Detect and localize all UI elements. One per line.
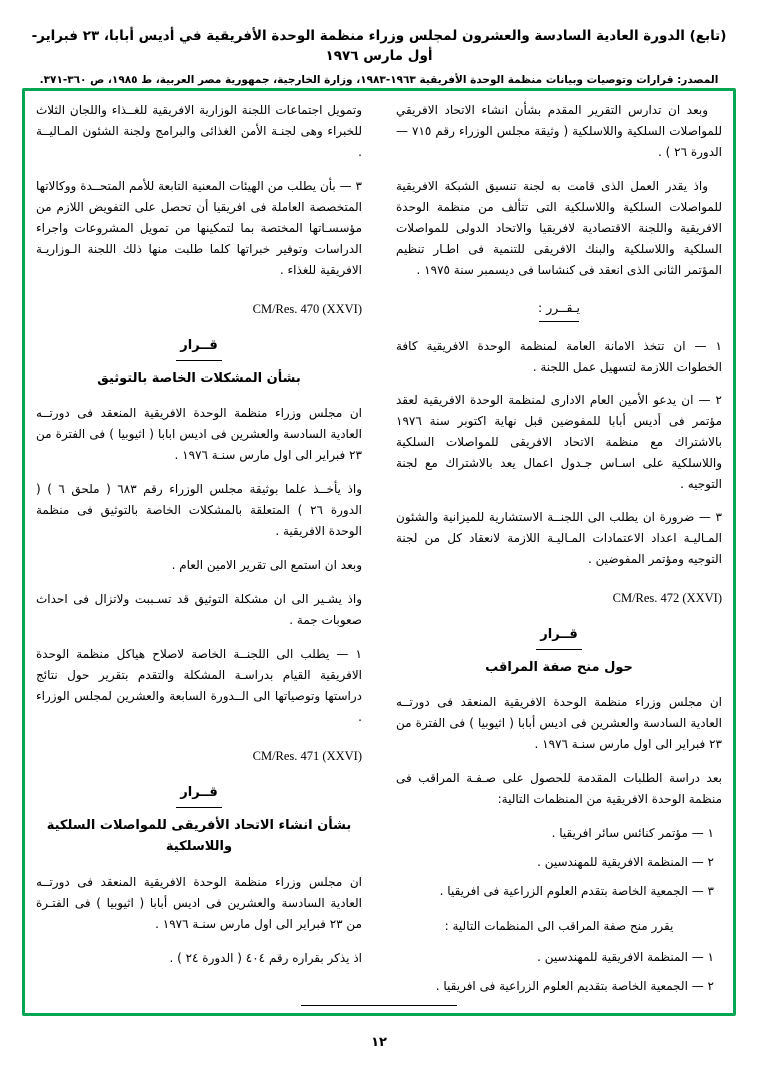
decides-heading	[396, 297, 722, 322]
list-item: ١ — ان تتخذ الامانة العامة لمنظمة الوحدة الافريقية كافة الخطوات اللازمة لتسهيل عمل اللجنة .	[396, 338, 722, 374]
paragraph: اذ يذكر بقراره رقم ٤٠٤ ( الدورة ٢٤ ) .	[169, 950, 362, 965]
list-item: ١ — مؤتمر كنائس سائر افريقيا .	[551, 826, 714, 841]
column-right	[396, 100, 722, 992]
resolution-heading	[36, 782, 362, 808]
column-left	[36, 100, 362, 992]
resolution-id: CM/Res. 472 (XXVI)	[612, 590, 722, 605]
paragraph: وبعد ان استمع الى تقرير الامين العام .	[171, 558, 362, 573]
resolution-heading-label: قــرار	[540, 626, 578, 642]
resolution-heading	[36, 335, 362, 361]
paragraph: واذ يشـير الى ان مشكلة التوثيق قد تسـببت ولاتزال فى احداث صعوبات جمة .	[36, 592, 362, 628]
page-number: ١٢	[371, 1035, 387, 1050]
paragraph: وبعد ان تدارس التقرير المقدم بشأن انشاء الاتحاد الافريقي للمواصلات السلكية واللاسلكية ( وثيقة مجلس الوزراء رقم ٧١٥ — الدورة ٢٦ ) .	[396, 103, 722, 159]
list-item: ١ — يطلب الى اللجنــة الخاصة لاصلاح هياكل منظمة الوحدة الافريقية القيام بدراسـة المشكلة والتقدم بتقرير حول نتائج دراستها وتوصياتها الى الــدورة السابعة والعشرين لمجلس الوزراء .	[36, 647, 362, 725]
list-item: ٣ — الجمعية الخاصة بتقدم العلوم الزراعية فى افريقيا .	[439, 884, 714, 899]
paragraph: وتمويل اجتماعات اللجنة الوزارية الافريقية للغــذاء واللجان الثلاث للخبراء وهى لجنـة الأمن الغذائى والبرامج ولجنة الشئون المـاليــة .	[36, 103, 362, 159]
resolution-id: CM/Res. 471 (XXVI)	[252, 749, 362, 764]
resolution-heading-label: قــرار	[180, 785, 218, 801]
paragraph: ٣ — بأن يطلب من الهيئات المعنية التابعة للأمم المتحــدة ووكالاتها المتخصصة العاملة فى افريقيا أن تحصل على التفويض اللازم من مؤسسـاتها المختصة بما لتمكينها من تمويل المشروعات واجراء الدراسات وتوفير خبراتها كلما طلبت منها ذلك اللجنة الـوزاريـة الافريقية للغذاء .	[36, 179, 362, 277]
list-item: ٢ — المنظمة الافريقية للمهندسين .	[537, 855, 714, 870]
two-column-body	[36, 100, 722, 992]
document-source-line: المصدر: قرارات وتوصيات وبيانات منظمة الوحدة الأفريقية ١٩٦٣-١٩٨٣، وزارة الخارجية، جمهورية مصر العربية، ط ١٩٨٥، ص ٣٦٠-٣٧١.	[39, 73, 719, 86]
underline-rule	[539, 321, 579, 322]
document-header	[0, 0, 758, 88]
list-item: ٢ — الجمعية الخاصة بتقديم العلوم الزراعية فى افريقيا .	[435, 979, 714, 994]
grant-observer-lead: يقرر منح صفة المراقب الى المنظمات التالية :	[444, 919, 674, 934]
list-item: ٢ — ان يدعو الأمين العام الادارى لمنظمة الوحدة الافريقية لعقد مؤتمر فى أديس أبابا للمفوضين قبل نهاية اكتوبر سنة ١٩٧٦ بالاشتراك مع منظمة الاتحاد الافريقى للمواصلات السلكية واللاسلكية على اسـاس جـدول اعمال يعد بالاشتراك مع لجنة التوجيه .	[396, 392, 722, 491]
resolution-title: حول منح صفة المراقب	[485, 659, 633, 675]
resolution-id: CM/Res. 470 (XXVI)	[252, 302, 362, 316]
paragraph: ان مجلس وزراء منظمة الوحدة الافريقية المنعقد فى دورتــه العادية السادسة والعشرين فى اديس ابابا ( اثيوبيا ) فى الفترة من ٢٣ فبراير الى اول مارس سنـة ١٩٧٦ .	[36, 406, 362, 463]
resolution-title: بشأن المشكلات الخاصة بالتوثيق	[97, 370, 301, 386]
list-item: ٣ — ضرورة ان يطلب الى اللجنــة الاستشارية للميزانية والشئون المـاليـة اعداد الاعتمادات المـاليـة اللازمة لانعقاد كل من لجنة التوجيه ومؤتمر المفوضين .	[396, 509, 722, 566]
paragraph: بعد دراسة الطلبات المقدمة للحصول على صـفـة المراقب فى منظمة الوحدة الافريقية من المنظمات التالية:	[396, 771, 722, 807]
paragraph: ان مجلس وزراء منظمة الوحدة الافريقية المنعقد فى دورتــه العادية السادسة والعشرين فى اديس أبابا ( اثيوبيا ) فى الفتـرة من ٢٣ فبراير الى اول مارس سنـة ١٩٧٦ .	[36, 874, 362, 931]
document-title: (تابع) الدورة العادية السادسة والعشرون لمجلس وزراء منظمة الوحدة الأفريقية في أديس أبابا، ٢٣ فبراير- أول مارس ١٩٧٦	[31, 28, 727, 65]
underline-rule	[536, 649, 582, 650]
paragraph: واذ يأخــذ علما بوثيقة مجلس الوزراء رقم ٦٨٣ ( ملحق ٦ ) ( الدورة ٢٦ ) المتعلقة بالمشكلات الخاصة بالتوثيق فى منظمة الوحدة الافريقية .	[36, 482, 362, 539]
list-item: ١ — المنظمة الافريقية للمهندسين .	[537, 950, 714, 965]
resolution-title: بشأن انشاء الاتحاد الأفريقى للمواصلات السلكية واللاسلكية	[46, 818, 352, 854]
footer-divider	[0, 1005, 758, 1007]
underline-rule	[176, 807, 222, 808]
underline-rule	[176, 360, 222, 361]
paragraph: واذ يقدر العمل الذى قامت به لجنة تنسيق الشبكة الافريقية للمواصلات السلكية واللاسلكية التى تتألف من منظمة الوحدة الافريقية واللجنة الاقتصادية لافريقيا والاتحاد الدولى للمواصلات السلكية واللاسلكية والبنك الافريقى للتنمية فى اطـار تنظيم المؤتمر الثانى الذى انعقد فى كنشاسا فى ديسمبر سنة ١٩٧٥ .	[396, 179, 722, 277]
paragraph: ان مجلس وزراء منظمة الوحدة الافريقية المنعقد فى دورتــه العادية السادسة والعشرين فى اديس أبابا ( اثيوبيا ) فى الفترة من ٢٣ فبراير الى اول مارس سنـة ١٩٧٦ .	[396, 695, 722, 752]
decides-label: يـقــرر :	[538, 300, 580, 315]
resolution-heading	[396, 624, 722, 650]
resolution-heading-label: قــرار	[180, 337, 218, 353]
